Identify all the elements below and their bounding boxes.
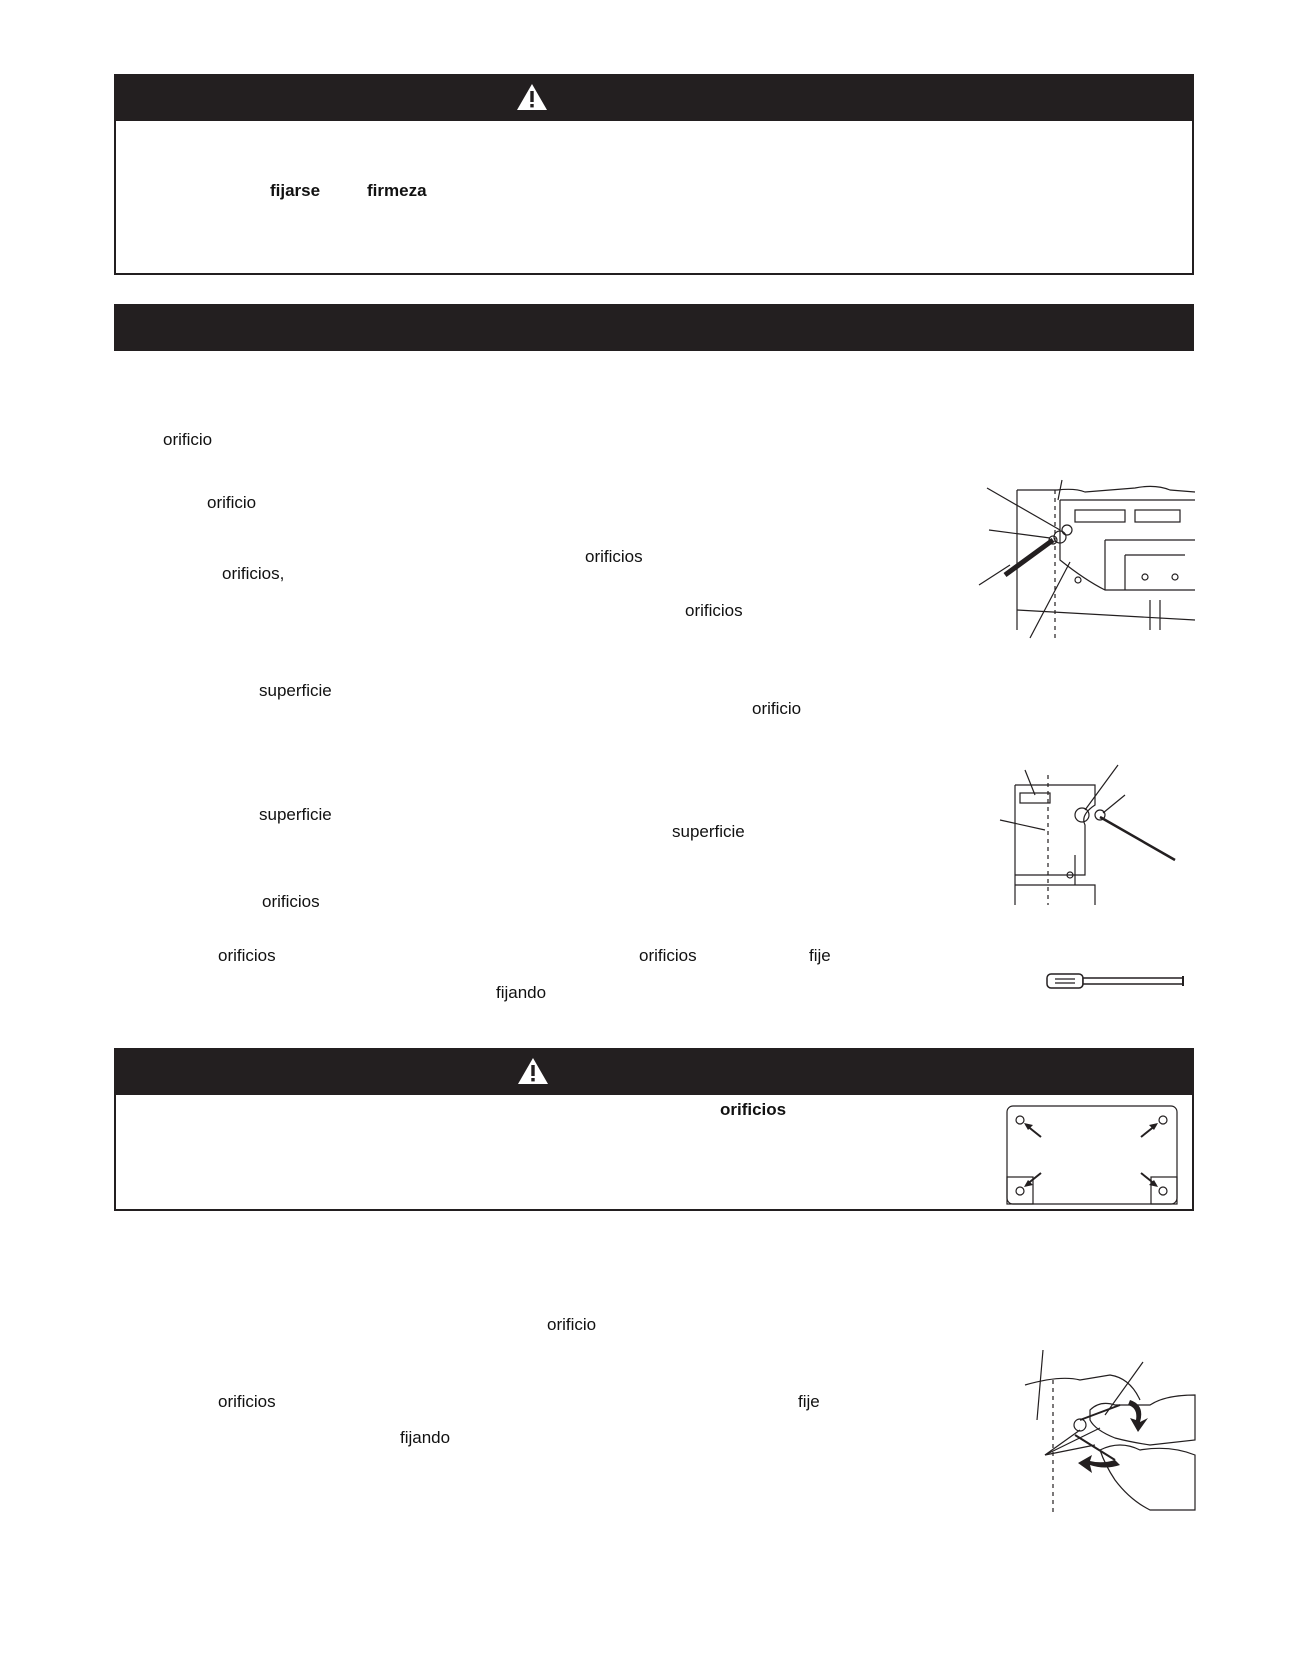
step-7-word-d: fijando xyxy=(496,983,547,1002)
bottom-word-orificio: orificio xyxy=(547,1315,597,1334)
step-3-word-c: orificios xyxy=(685,601,743,620)
figure-bracket-screw-1 xyxy=(975,480,1195,640)
figure-hands-tightening xyxy=(1020,1350,1195,1515)
figure-mounting-plate xyxy=(1006,1105,1178,1205)
step-7-word-c: fije xyxy=(809,946,831,965)
step-7-word-b: orificios xyxy=(639,946,697,965)
screwdriver-icon xyxy=(1045,970,1190,994)
step-3-word-b: orificios, xyxy=(222,564,285,583)
step-5-word-b: superficie xyxy=(672,822,745,841)
bottom-word-fije: fije xyxy=(798,1392,820,1411)
warning-word-firmeza: firmeza xyxy=(367,181,427,200)
warning-word-orificios: orificios xyxy=(720,1100,787,1119)
step-4-word-b: orificio xyxy=(752,699,802,718)
warning-word-fijarse: fijarse xyxy=(270,181,321,200)
figure-bracket-screw-2 xyxy=(1000,765,1185,910)
step-3-word-a: orificios xyxy=(585,547,643,566)
warning-triangle-icon xyxy=(516,83,548,111)
step-7-word-a: orificios xyxy=(218,946,276,965)
step-5-word-a: superficie xyxy=(259,805,332,824)
step-4-word-a: superficie xyxy=(259,681,332,700)
step-2-word: orificio xyxy=(207,493,257,512)
bottom-word-orificios: orificios xyxy=(218,1392,276,1411)
warning-header-bar xyxy=(114,74,1194,121)
section-header-bar xyxy=(114,304,1194,351)
step-1-word: orificio xyxy=(163,430,213,449)
warning-triangle-icon-2 xyxy=(517,1057,549,1085)
bottom-word-fijando: fijando xyxy=(400,1428,451,1447)
step-6-word: orificios xyxy=(262,892,320,911)
warning-header-bar-2 xyxy=(114,1048,1194,1095)
